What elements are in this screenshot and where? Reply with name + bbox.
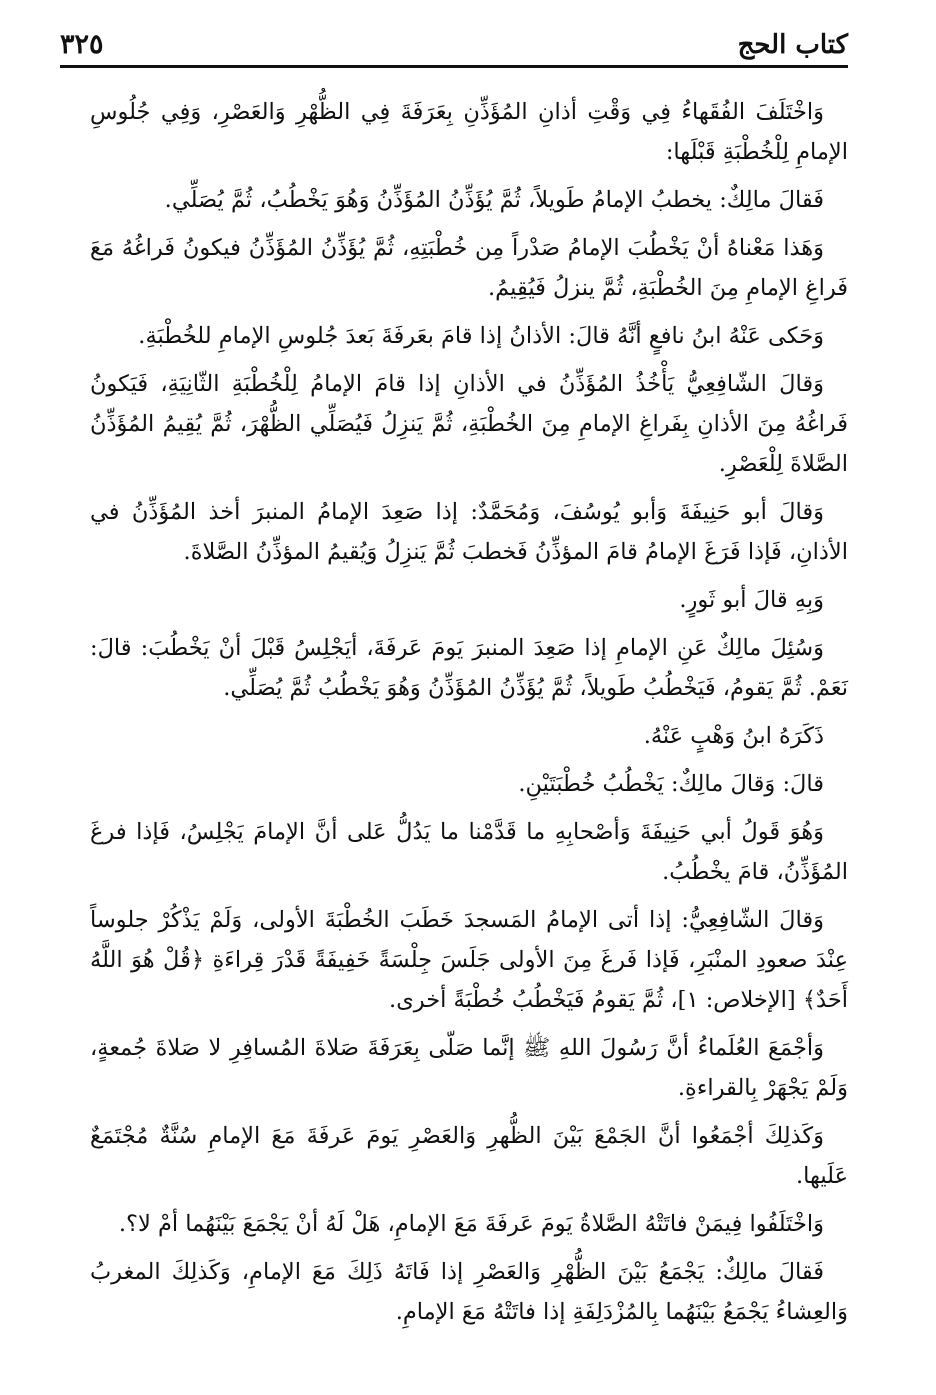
paragraph: وَقالَ الشّافِعِيُّ يَأْخُذُ المُؤَذِّنُ في الأذانِ إذا قامَ الإمامُ لِلْخُطْبَةِ الثّانِيَةِ، فَيَكونُ فَراغُهُ مِنَ الأذانِ بِفَراغِ الإمامِ مِنَ الخُطْبَةِ، ثُمَّ يَنزِلُ فَيُصَلِّي الظُّهْرَ، ثُمَّ يُقِيمُ المُؤَذِّنُ الصَّلاةَ لِلْعَصْرِ. bbox=[90, 371, 848, 477]
page-number: ٣٢٥ bbox=[60, 29, 104, 60]
body-text bbox=[90, 92, 848, 1340]
page-header bbox=[60, 28, 848, 66]
paragraph: وَقالَ أبو حَنِيفَةَ وَأبو يُوسُفَ، وَمُحَمَّدٌ: إذا صَعِدَ الإمامُ المنبرَ أخذ المُؤَذِّنُ في الأذانِ، فَإذا فَرَغَ الإمامُ قامَ المؤذِّنُ فَخطبَ ثُمَّ يَنزِلُ وَيُقيمُ المؤذِّنُ الصَّلاةَ. bbox=[90, 499, 848, 565]
paragraph: وَكَذلِكَ أجْمَعُوا أنَّ الجَمْعَ بَيْنَ الظُّهرِ وَالعَصْرِ يَومَ عَرفَةَ مَعَ الإمامِ سُنَّةٌ مُجْتَمَعٌ عَلَيها. bbox=[90, 1123, 848, 1189]
running-title: كتاب الحج bbox=[737, 30, 848, 60]
paragraph: وَقالَ الشّافِعِيُّ: إذا أتى الإمامُ المَسجدَ خَطَبَ الخُطْبَةَ الأولى، وَلَمْ يَذْكُرْ جلوساً عِنْدَ صعودِ المنْبَرِ، فَإذا فَرغَ مِنَ الأولى جَلَسَ جِلْسَةً خَفِيفَةً قَدْرَ قِراءَةِ ﴿قُلْ هُوَ اللَّهُ أَحَدٌ﴾ [الإخلاص: ١]، ثُمَّ يَقومُ فَيَخْطُبُ خُطْبَةً أخرى. bbox=[90, 907, 848, 1013]
paragraph: فَقالَ مالِكٌ: يخطبُ الإمامُ طَويلاً، ثُمَّ يُؤَذِّنُ المُؤَذِّنُ وَهُوَ يَخْطُبُ، ثُمَّ يُصَلِّي. bbox=[164, 187, 824, 213]
paragraph: فَقالَ مالِكٌ: يَجْمَعُ بَيْنَ الظُّهْرِ وَالعَصْرِ إذا فَاتَهُ ذَلِكَ مَعَ الإمامِ، وَكَذلِكَ المغربُ وَالعِشاءُ يَجْمَعُ بَيْنَهُما بِالمُزْدَلِفَةِ إذا فاتَتْهُ مَعَ الإمامِ. bbox=[90, 1259, 848, 1325]
paragraph: وَسُئِلَ مالِكٌ عَنِ الإمامِ إذا صَعِدَ المنبرَ يَومَ عَرفَةَ، أيَجْلِسُ قَبْلَ أنْ يَخْطُبَ: قالَ: نَعَمْ. ثُمَّ يَقومُ، فَيَخْطُبُ طَويلاً، ثُمَّ يُؤَذِّنُ المُؤَذِّنُ وَهُوَ يَخْطُبُ ثُمَّ يُصَلِّي. bbox=[90, 635, 848, 701]
paragraph: وَبِهِ قالَ أبو ثَورٍ. bbox=[679, 587, 824, 613]
paragraph: ذَكَرَهُ ابنُ وَهْبٍ عَنْهُ. bbox=[643, 723, 824, 749]
paragraph: وَحَكى عَنْهُ ابنُ نافعٍ أنَّهُ قالَ: الأذانُ إذا قامَ بعَرفَةَ بَعدَ جُلوسِ الإمامِ للخُطْبَةِ. bbox=[138, 323, 824, 349]
paragraph: وَاخْتَلَفُوا فِيمَنْ فاتَتْهُ الصَّلاةُ يَومَ عَرفَةَ مَعَ الإمامِ، هَلْ لَهُ أنْ يَجْمَعَ بَيْنَهُما أمْ لا؟. bbox=[118, 1211, 824, 1237]
paragraph: وَأجْمَعَ العُلَماءُ أنَّ رَسُولَ اللهِ ﷺ إنَّما صَلّى بِعَرَفَةَ صَلاةَ المُسافِرِ لا صَلاةَ جُمعةٍ، وَلَمْ يَجْهَرْ بِالقراءةِ. bbox=[90, 1035, 848, 1101]
paragraph: وَهَذا مَعْناهُ أنْ يَخْطُبَ الإمامُ صَدْراً مِن خُطْبَتِهِ، ثُمَّ يُؤَذِّنُ المُؤَذِّنُ فيكونُ فَراغُهُ مَعَ فَراغِ الإمامِ مِنَ الخُطْبَةِ، ثُمَّ ينزلُ فَيُقِيمُ. bbox=[90, 235, 848, 301]
paragraph: وَهُوَ قَولُ أبي حَنِيفَةَ وَأصْحابِهِ ما قَدَّمْنا ما يَدُلُّ عَلى أنَّ الإمامَ يَجْلِسُ، فَإذا فرغَ المُؤَذِّنُ، قامَ يخْطُبُ. bbox=[90, 819, 848, 885]
paragraph: قالَ: وَقالَ مالِكٌ: يَخْطُبُ خُطْبَتَيْنِ. bbox=[518, 771, 824, 797]
header-rule bbox=[60, 65, 848, 68]
paragraph: وَاخْتَلَفَ الفُقَهاءُ فِي وَقْتِ أذانِ المُؤَذِّنِ بِعَرَفَةَ فِي الظُّهْرِ وَالعَصْرِ، وَفِي جُلُوسِ الإمامِ لِلْخُطْبَةِ قَبْلَها: bbox=[90, 99, 848, 165]
